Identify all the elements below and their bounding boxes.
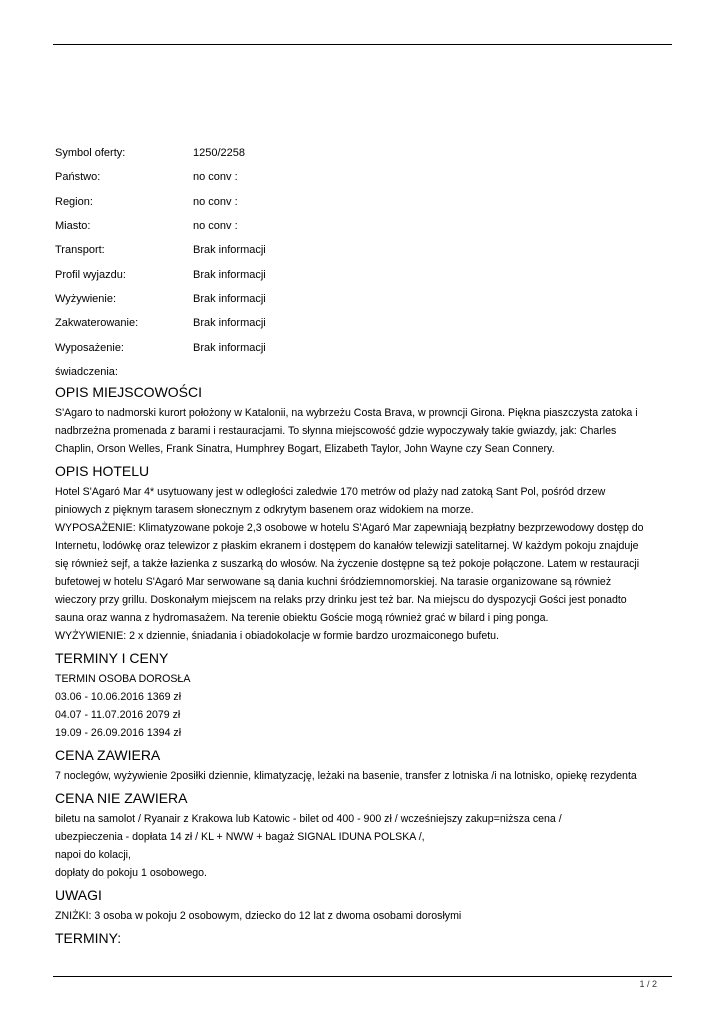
section-text [55,404,675,458]
text-line: 03.06 - 10.06.2016 1369 zł [55,691,182,703]
info-label: Miasto: [55,220,91,233]
text-line: 7 noclegów, wyżywienie 2posiłki dziennie, klimatyzację, leżaki na basenie, transfer z lotniska /i na lotnisko, opiekę rezydenta [55,770,637,782]
text-line: Chaplin, Orson Welles, Frank Sinatra, Humphrey Bogart, Elizabeth Taylor, John Wayne czy Sean Connery. [55,443,555,455]
text-line: nadbrzeżna promenada z barami i restauracjami. To słynna miejscowość gdzie wypoczywały takie gwiazdy, jak: Charles [55,425,617,437]
info-row [55,190,615,214]
text-line: WYPOSAŻENIE: Klimatyzowane pokoje 2,3 osobowe w hotelu S'Agaró Mar zapewniają bezpłatny bezprzewodowy dostęp do [55,522,644,534]
info-label: Region: [55,195,93,208]
section-heading: OPIS MIEJSCOWOŚCI [55,384,203,400]
info-value: 1250/2258 [193,147,245,160]
text-line: wieczory przy grillu. Doskonałym miejscem na relaks przy drinku jest też bar. Na miejscu do dyspozycji Gości jest ponadto [55,594,627,606]
info-value: Brak informacji [193,317,266,330]
section-heading: OPIS HOTELU [55,463,150,479]
info-row [55,287,615,311]
section-text [55,810,675,882]
text-line: TERMIN OSOBA DOROSŁA [55,673,191,685]
text-line: 04.07 - 11.07.2016 2079 zł [55,709,181,721]
text-line: WYŻYWIENIE: 2 x dziennie, śniadania i obiadokolacje w formie bardzo urozmaiconego bufetu. [55,630,499,642]
info-value: no conv : [193,220,238,233]
info-label: Państwo: [55,171,101,184]
text-line: sauna oraz wanna z hydromasażem. Na terenie obiektu Goście mogą również grać w bilard i ping ponga. [55,612,549,624]
text-line: ZNIŻKI: 3 osoba w pokoju 2 osobowym, dziecko do 12 lat z dwoma osobami dorosłymi [55,910,462,922]
section-heading: TERMINY: [55,930,122,946]
section-text [55,483,675,645]
info-row [55,238,615,262]
info-label: świadczenia: [55,365,118,378]
info-label: Zakwaterowanie: [55,317,139,330]
text-line: napoi do kolacji, [55,849,131,861]
info-row [55,311,615,335]
offer-info-table [55,141,615,384]
info-row [55,165,615,189]
text-line: piniowych z pięknym tarasem słonecznym z odkrytym basenem oraz widokiem na morze. [55,504,474,516]
info-label: Profil wyjazdu: [55,268,126,281]
info-value: Brak informacji [193,341,266,354]
top-rule [53,44,672,45]
info-row [55,141,615,165]
text-line: S'Agaro to nadmorski kurort położony w Katalonii, na wybrzeżu Costa Brava, w prowncji Girona. Piękna piaszczysta zatoka i [55,407,638,419]
section-heading: UWAGI [55,887,102,903]
text-line: Hotel S'Agaró Mar 4* usytuowany jest w odległości zaledwie 170 metrów od plaży nad zatoką Sant Pol, pośród drzew [55,486,606,498]
info-row [55,214,615,238]
info-value: no conv : [193,195,238,208]
section-heading: TERMINY I CENY [55,650,169,666]
text-line: się również sejf, a także łazienka z suszarką do włosów. Na życzenie dostępne są też pokoje połączone. Latem w restauracji [55,558,640,570]
info-label: Symbol oferty: [55,147,126,160]
section-text [55,767,675,785]
text-line: dopłaty do pokoju 1 osobowego. [55,867,207,879]
text-line: ubezpieczenia - dopłata 14 zł / KL + NWW + bagaż SIGNAL IDUNA POLSKA /, [55,831,425,843]
text-line: 19.09 - 26.09.2016 1394 zł [55,727,182,739]
text-line: bufetowej w hotelu S'Agaró Mar serwowane są dania kuchni śródziemnomorskiej. Na tarasie organizowane są również [55,576,612,588]
section-text [55,907,675,925]
section-heading: CENA NIE ZAWIERA [55,790,188,806]
bottom-rule [53,976,672,977]
info-row [55,335,615,359]
section-text [55,670,675,742]
info-value: Brak informacji [193,244,266,257]
document-body [55,383,675,950]
text-line: biletu na samolot / Ryanair z Krakowa lub Katowic - bilet od 400 - 900 zł / wcześniejszy zakup=niższa cena / [55,813,562,825]
info-label: Transport: [55,244,105,257]
text-line: Internetu, lodówkę oraz telewizor z płaskim ekranem i dostępem do kanałów telewizji satelitarnej. W każdym pokoju znajduje [55,540,639,552]
info-value: Brak informacji [193,292,266,305]
section-heading: CENA ZAWIERA [55,747,161,763]
page-number: 1 / 2 [639,979,657,989]
info-row [55,262,615,286]
info-value: Brak informacji [193,268,266,281]
info-label: Wyżywienie: [55,292,117,305]
info-row [55,360,615,384]
info-value: no conv : [193,171,238,184]
info-label: Wyposażenie: [55,341,124,354]
